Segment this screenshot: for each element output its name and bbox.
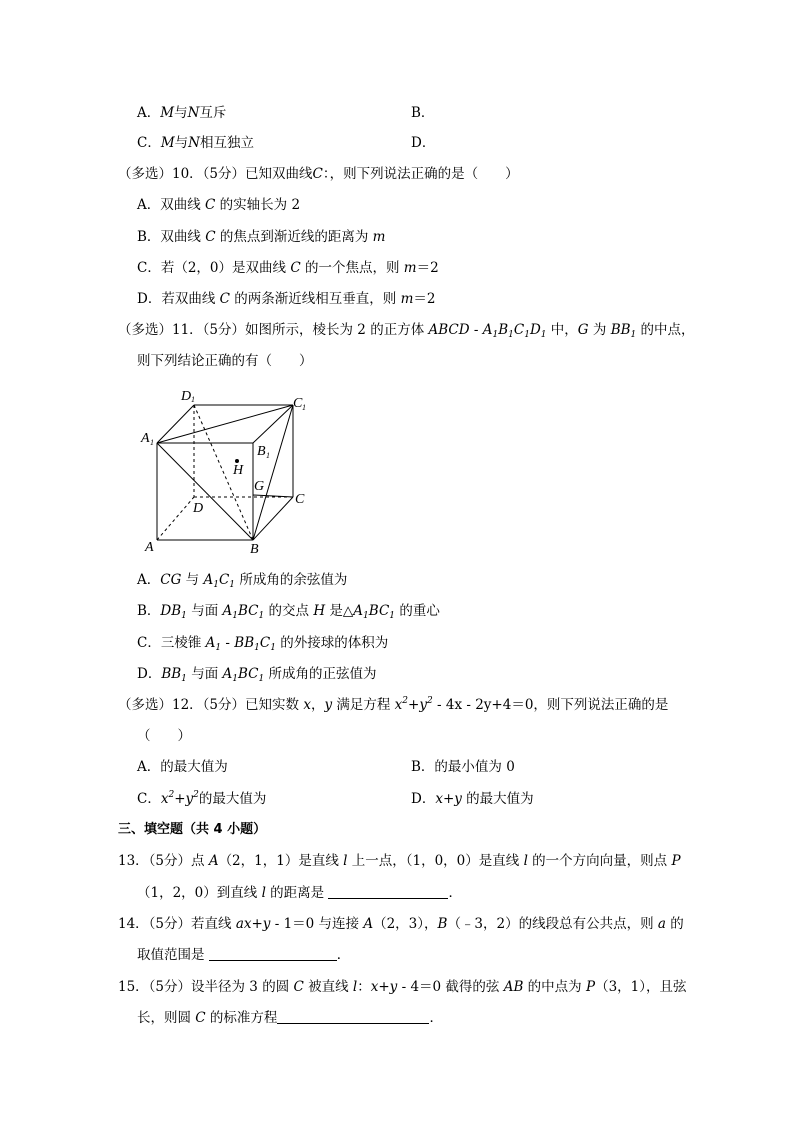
q9-option-c: C．M与N相互独立 (137, 135, 254, 151)
q11-option-b: B．$DB_1$ 与面 $A_1BC_1$ 的交点 H 是$\triangle A_1BC_1$ 的重心 (137, 603, 440, 621)
q14-line1: 14．（5分）若直线 ax+y - 1＝0 与连接 A（2，3），B（﹣3，2）的线段总有公共点，则 a 的 (118, 916, 684, 932)
diag-bc1 (253, 405, 293, 540)
diag-a1b (157, 443, 253, 540)
label-d1: D (181, 389, 192, 404)
label-d1-sub: 1 (191, 395, 195, 404)
hidden-ad (157, 497, 194, 540)
q14-line2: 取值范围是 ． (137, 947, 351, 963)
q12-stem: （多选）12．（5分）已知实数 x，y 满足方程 $x^2+y^2 - 4x - 2y+4=0$，则下列说法正确的是 (118, 696, 669, 713)
label-b: B (250, 542, 259, 557)
q12-option-a: A．的最大值为 (137, 759, 228, 775)
label-c1: C (293, 396, 303, 411)
q13-answer-blank[interactable] (328, 884, 448, 899)
label-b1: B (257, 444, 266, 459)
q9-option-b: B． (411, 105, 435, 121)
q10-option-d: D．若双曲线 C 的两条渐近线相互垂直，则 m＝2 (137, 291, 436, 307)
q11-stem-line2: 则下列结论正确的有（ ） (137, 353, 313, 369)
q10-option-a: A．双曲线 C 的实轴长为 2 (137, 197, 301, 213)
q14-answer-blank[interactable] (209, 946, 337, 961)
label-b1-sub: 1 (266, 451, 270, 460)
q11-option-d: D．$BB_1$ 与面 $A_1BC_1$ 所成角的正弦值为 (137, 666, 377, 684)
label-a1-sub: 1 (150, 438, 154, 447)
section-heading: 三、填空题（共 4 小题） (118, 822, 267, 837)
label-d: D (193, 501, 204, 516)
q11-option-a: A．CG 与 $A_1C_1$ 所成角的余弦值为 (137, 572, 348, 590)
edge-a1d1 (157, 405, 194, 443)
label-a1: A (141, 431, 150, 446)
q9-option-d: D． (411, 135, 436, 151)
label-c1-sub: 1 (302, 403, 306, 412)
q13-line2: （1，2，0）到直线 l 的距离是 ． (137, 885, 462, 901)
q11-option-c: C．三棱锥 $A_1 - BB_1C_1$ 的外接球的体积为 (137, 635, 389, 653)
q10-stem: （多选）10．（5分）已知双曲线C：，则下列说法正确的是（ ） (118, 166, 519, 182)
q13-line1: 13．（5分）点 A（2，1，1）是直线 l 上一点，（1，0，0）是直线 l 的一个方向向量，则点 P (118, 853, 681, 869)
q15-answer-blank[interactable] (277, 1009, 429, 1024)
q15-line2: 长，则圆 C 的标准方程 ． (137, 1010, 443, 1026)
q9-option-a: A．M与N互斥 (137, 105, 227, 121)
q15-line1: 15．（5分）设半径为 3 的圆 C 被直线 l：x+y - 4＝0 截得的弦 AB 的中点为 P（3，1），且弦 (118, 979, 687, 995)
q12-option-c: C．$x^2+y^2$的最大值为 (137, 790, 267, 807)
q12-paren: （ ） (137, 728, 191, 744)
cube-figure (130, 380, 320, 560)
label-g: G (254, 479, 265, 494)
q10-option-b: B．双曲线 C 的焦点到渐近线的距离为 m (137, 229, 386, 245)
label-a: A (145, 540, 154, 555)
q10-option-c: C．若（2，0）是双曲线 C 的一个焦点，则 m＝2 (137, 260, 439, 276)
hidden-d1b (194, 405, 253, 540)
label-h: H (233, 463, 244, 478)
q12-option-b: B．的最小值为 0 (411, 759, 515, 775)
q12-option-d: D．x+y 的最大值为 (411, 791, 534, 807)
q11-stem: （多选）11．（5分）如图所示，棱长为 2 的正方体 ABCD - $A_1B_1C_1D_1$ 中，G 为 $BB_1$ 的中点， (118, 322, 695, 340)
label-c: C (295, 492, 305, 507)
